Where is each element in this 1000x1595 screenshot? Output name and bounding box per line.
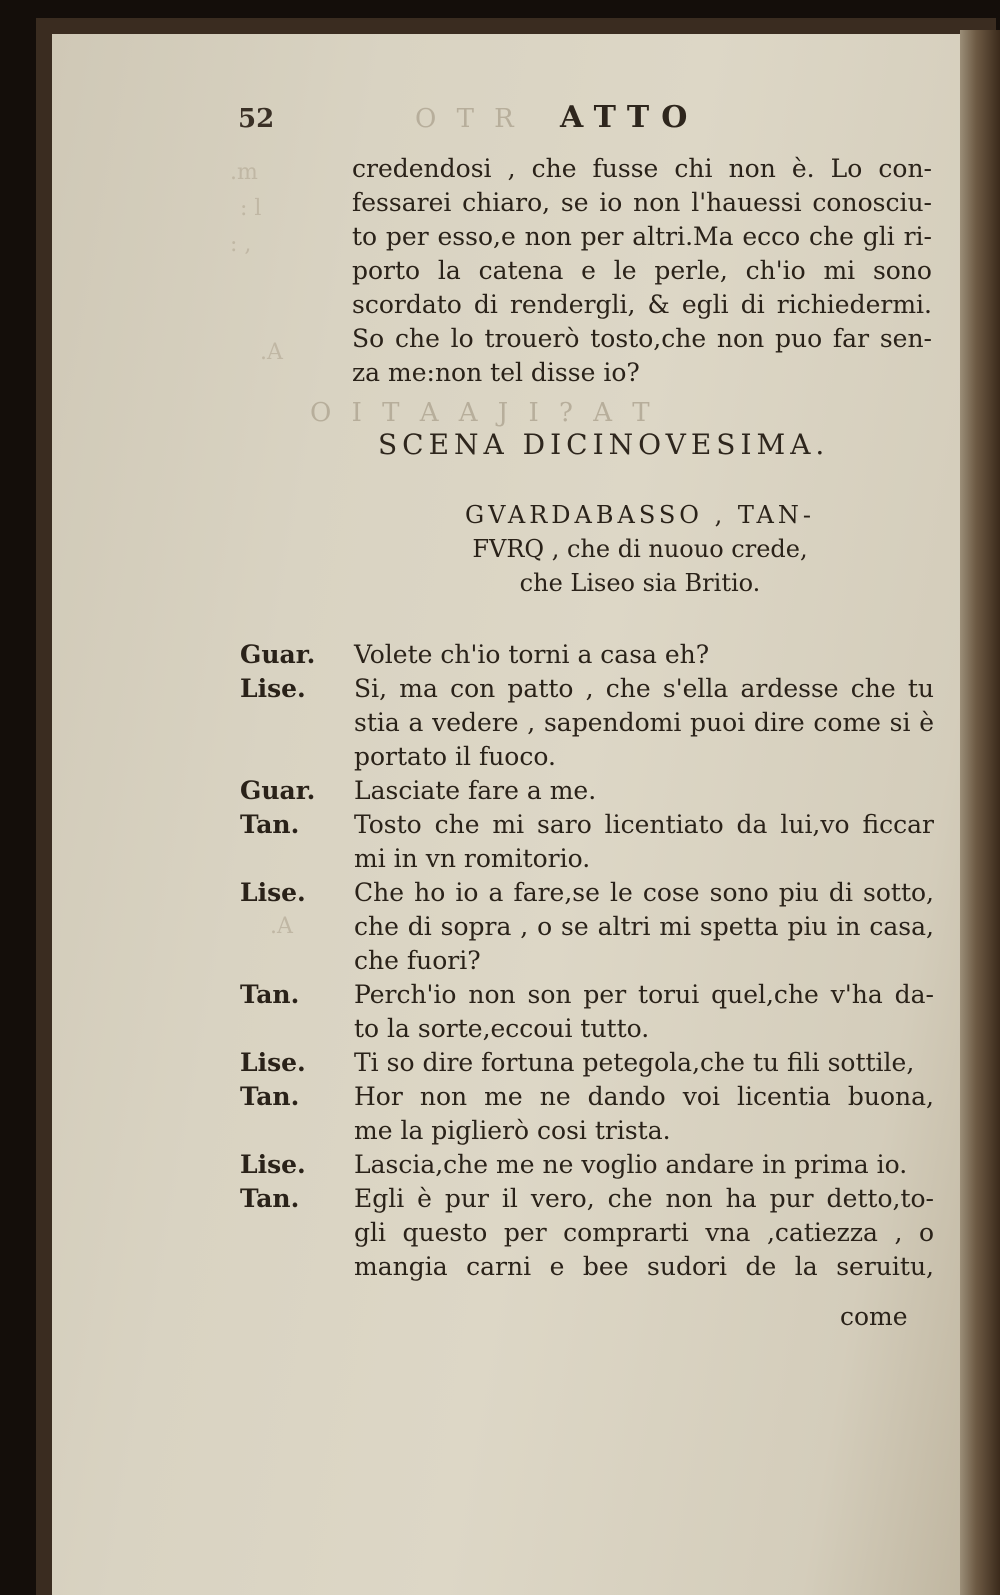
speech-line: portato il fuoco.	[354, 742, 556, 771]
speaker-name: Tan.	[240, 810, 300, 839]
speech-line: Tosto che mi saro licentiato da lui,vo ficcar	[354, 810, 934, 839]
show-through-margin: .A	[260, 340, 283, 365]
speaker-name: Lise.	[240, 1150, 306, 1179]
speech	[240, 672, 940, 774]
speech-line: Che ho io a fare,se le cose sono piu di sotto,	[354, 878, 934, 907]
speech-line: Lasciate fare a me.	[354, 776, 597, 805]
speech-line: mi in vn romitorio.	[354, 844, 591, 873]
speaker-name: Lise.	[240, 1048, 306, 1077]
speaker-name: Lise.	[240, 878, 306, 907]
speaker-name: Tan.	[240, 980, 300, 1009]
speaker-name: Tan.	[240, 1184, 300, 1213]
text-line: to per esso,e non per altri.Ma ecco che gli ri-	[352, 222, 932, 251]
speech-line: me la piglierò cosi trista.	[354, 1116, 671, 1145]
speech-line: che fuori?	[354, 946, 481, 975]
text-line: scordato di rendergli, & egli di richiedermi.	[352, 290, 932, 319]
speech	[240, 978, 940, 1046]
speech	[240, 808, 940, 876]
scene-description	[360, 498, 920, 600]
text-line: za me:non tel disse io?	[352, 358, 640, 387]
scene-title: SCENA DICINOVESIMA.	[378, 428, 830, 461]
speech-line: to la sorte,eccoui tutto.	[354, 1014, 650, 1043]
text-line: So che lo trouerò tosto,che non puo far sen-	[352, 324, 932, 353]
speech-line: mangia carni e bee sudori de la seruitu,	[354, 1252, 934, 1281]
scene-desc-line: GVARDABASSO , TAN-	[465, 501, 815, 529]
prose-block	[352, 152, 932, 390]
speaker-name: Lise.	[240, 674, 306, 703]
scene-desc-line: FVRQ , che di nuouo crede,	[472, 535, 808, 563]
speech-line: stia a vedere , sapendomi puoi dire come si è	[354, 708, 934, 737]
speech-line: Perch'io non son per torui quel,che v'ha da-	[354, 980, 934, 1009]
speech-line: Hor non me ne dando voi licentia buona,	[354, 1082, 934, 1111]
speech	[240, 1046, 940, 1080]
speech-line: che di sopra , o se altri mi spetta piu in casa,	[354, 912, 934, 941]
speech	[240, 774, 940, 808]
speech	[240, 638, 940, 672]
speech-line: Volete ch'io torni a casa eh?	[354, 640, 710, 669]
show-through-margin: : l	[240, 196, 262, 221]
text-line: porto la catena e le perle, ch'io mi sono	[352, 256, 932, 285]
page-number: 52	[238, 104, 275, 134]
speech-line: gli questo per comprarti vna ,catiezza , o	[354, 1218, 934, 1247]
catchword: come	[840, 1302, 908, 1331]
speaker-name: Guar.	[240, 776, 316, 805]
speech	[240, 876, 940, 978]
book-spine	[960, 30, 1000, 1595]
running-head: ATTO	[560, 100, 700, 135]
dialogue	[240, 638, 940, 1284]
speech-line: Ti so dire fortuna petegola,che tu fili sottile,	[354, 1048, 915, 1077]
show-through-margin: .A	[270, 914, 293, 939]
show-through-margin: : ,	[230, 232, 252, 257]
speech-line: Lascia,che me ne voglio andare in prima io.	[354, 1150, 908, 1179]
speech	[240, 1182, 940, 1284]
show-through-mark: O I T A A J I ? A T	[310, 398, 656, 428]
text-line: fessarei chiaro, se io non l'hauessi conosciu-	[352, 188, 932, 217]
text-line: credendosi , che fusse chi non è. Lo con-	[352, 154, 932, 183]
scene-desc-line: che Liseo sia Britio.	[519, 569, 761, 597]
speech-line: Si, ma con patto , che s'ella ardesse che tu	[354, 674, 934, 703]
speech-line: Egli è pur il vero, che non ha pur detto,to-	[354, 1184, 934, 1213]
speaker-name: Guar.	[240, 640, 316, 669]
show-through-mark: O T R	[415, 104, 520, 134]
speaker-name: Tan.	[240, 1082, 300, 1111]
show-through-margin: .m	[230, 160, 258, 185]
speech	[240, 1148, 940, 1182]
speech	[240, 1080, 940, 1148]
